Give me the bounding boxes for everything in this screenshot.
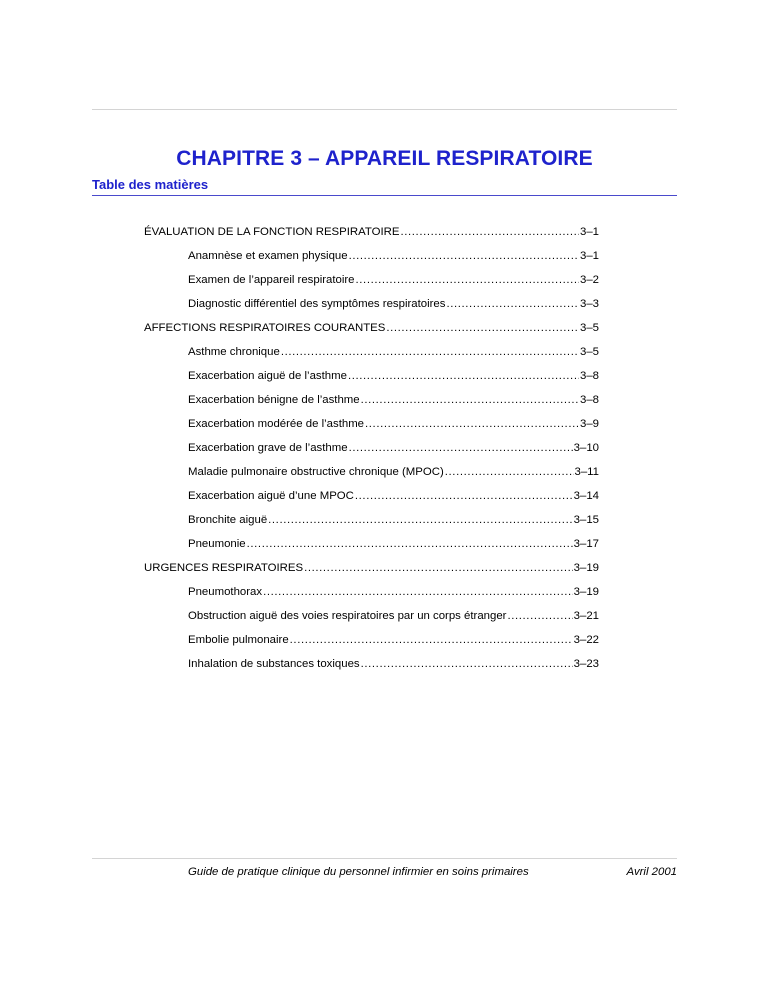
toc-leader-dots xyxy=(290,632,573,648)
toc-entry-page: 3–17 xyxy=(573,538,599,550)
toc-entry-page: 3–1 xyxy=(579,250,599,262)
toc-entry-page: 3–19 xyxy=(573,586,599,598)
toc-entry[interactable] xyxy=(188,368,599,384)
toc-entry-title: Inhalation de substances toxiques xyxy=(188,658,360,670)
toc-entry-page: 3–15 xyxy=(573,514,599,526)
toc-leader-dots xyxy=(401,224,579,240)
footer-divider xyxy=(92,858,677,859)
toc-leader-dots xyxy=(349,440,573,456)
toc-entry-page: 3–23 xyxy=(573,658,599,670)
toc-leader-dots xyxy=(263,584,573,600)
toc-entry[interactable] xyxy=(188,536,599,552)
toc-leader-dots xyxy=(361,392,579,408)
toc-leader-dots xyxy=(247,536,573,552)
toc-entry[interactable] xyxy=(188,584,599,600)
toc-leader-dots xyxy=(268,512,573,528)
toc-leader-dots xyxy=(365,416,579,432)
toc-leader-dots xyxy=(445,464,574,480)
toc-entry[interactable] xyxy=(188,416,599,432)
toc-entry[interactable] xyxy=(144,224,599,240)
toc-entry[interactable] xyxy=(188,296,599,312)
toc-leader-dots xyxy=(386,320,579,336)
toc-entry-title: URGENCES RESPIRATOIRES xyxy=(144,562,304,574)
toc-entry-page: 3–9 xyxy=(579,418,599,430)
toc-entry[interactable] xyxy=(188,464,599,480)
toc-entry-title: Exacerbation grave de l’asthme xyxy=(188,442,348,454)
toc-entry-page: 3–19 xyxy=(573,562,599,574)
toc-entry-title: Exacerbation aiguë d’une MPOC xyxy=(188,490,354,502)
toc-entry-title: Asthme chronique xyxy=(188,346,280,358)
toc-entry[interactable] xyxy=(144,320,599,336)
toc-entry-title: Examen de l’appareil respiratoire xyxy=(188,274,355,286)
toc-entry-page: 3–3 xyxy=(579,298,599,310)
toc-entry[interactable] xyxy=(188,608,599,624)
toc-entry[interactable] xyxy=(188,656,599,672)
toc-entry[interactable] xyxy=(188,344,599,360)
toc-leader-dots xyxy=(507,608,572,624)
toc-entry-page: 3–22 xyxy=(573,634,599,646)
toc-entry[interactable] xyxy=(188,248,599,264)
toc-entry-title: Obstruction aiguë des voies respiratoires par un corps étranger xyxy=(188,610,507,622)
toc-entry-page: 3–21 xyxy=(573,610,599,622)
toc-leader-dots xyxy=(446,296,579,312)
toc-leader-dots xyxy=(304,560,573,576)
toc-entry-title: ÉVALUATION DE LA FONCTION RESPIRATOIRE xyxy=(144,226,400,238)
toc-entry[interactable] xyxy=(188,272,599,288)
toc-entry-title: Exacerbation aiguë de l’asthme xyxy=(188,370,347,382)
footer-guide-title: Guide de pratique clinique du personnel infirmier en soins primaires xyxy=(188,866,529,878)
toc-leader-dots xyxy=(281,344,579,360)
toc-leader-dots xyxy=(349,248,579,264)
toc-entry-page: 3–5 xyxy=(579,322,599,334)
toc-leader-dots xyxy=(356,272,579,288)
toc-entry[interactable] xyxy=(188,440,599,456)
toc-entry-title: Maladie pulmonaire obstructive chronique (MPOC) xyxy=(188,466,444,478)
toc-entry-title: Embolie pulmonaire xyxy=(188,634,289,646)
toc-entry-title: Exacerbation modérée de l’asthme xyxy=(188,418,365,430)
chapter-title: CHAPITRE 3 – APPAREIL RESPIRATOIRE xyxy=(176,147,593,170)
toc-entry-title: Pneumothorax xyxy=(188,586,263,598)
toc-entry-page: 3–14 xyxy=(573,490,599,502)
toc-entry-page: 3–10 xyxy=(573,442,599,454)
toc-entry-title: Exacerbation bénigne de l’asthme xyxy=(188,394,360,406)
toc-entry[interactable] xyxy=(144,560,599,576)
toc-entry[interactable] xyxy=(188,488,599,504)
toc-entry[interactable] xyxy=(188,512,599,528)
toc-entry[interactable] xyxy=(188,632,599,648)
toc-leader-dots xyxy=(361,656,573,672)
footer-date: Avril 2001 xyxy=(626,866,677,878)
toc-heading: Table des matières xyxy=(92,177,209,192)
toc-leader-dots xyxy=(348,368,579,384)
toc-entry-title: Bronchite aiguë xyxy=(188,514,268,526)
toc-entry-page: 3–8 xyxy=(579,370,599,382)
toc-entry-page: 3–1 xyxy=(579,226,599,238)
toc-entry-title: Anamnèse et examen physique xyxy=(188,250,348,262)
toc-entry[interactable] xyxy=(188,392,599,408)
toc-leader-dots xyxy=(355,488,573,504)
toc-entry-page: 3–11 xyxy=(574,466,599,478)
toc-entry-title: Pneumonie xyxy=(188,538,246,550)
toc-entry-title: AFFECTIONS RESPIRATOIRES COURANTES xyxy=(144,322,386,334)
toc-entry-title: Diagnostic différentiel des symptômes respiratoires xyxy=(188,298,446,310)
toc-entry-page: 3–2 xyxy=(579,274,599,286)
toc-entry-page: 3–8 xyxy=(579,394,599,406)
toc-entry-page: 3–5 xyxy=(579,346,599,358)
